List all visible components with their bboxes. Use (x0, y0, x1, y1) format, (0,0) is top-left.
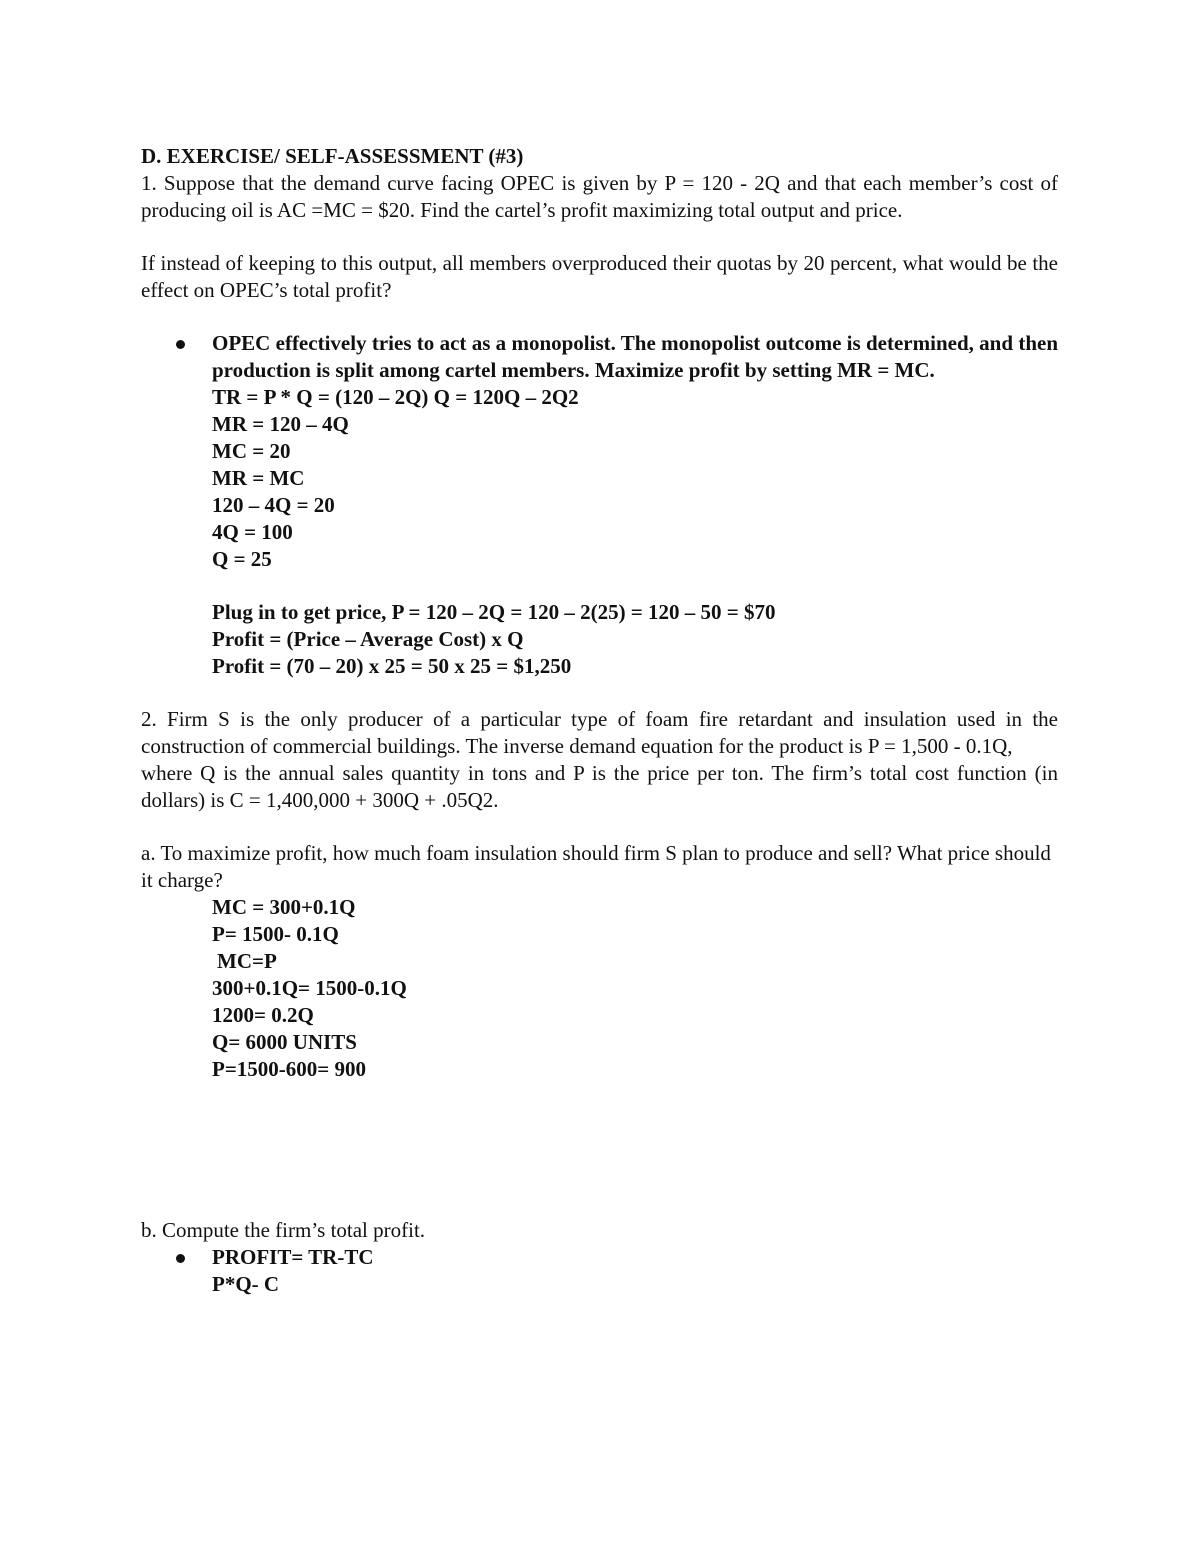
question-2b-text: b. Compute the firm’s total profit. (141, 1218, 426, 1242)
answer-2b-block (141, 1244, 1058, 1298)
question-2-text: 2. Firm S is the only producer of a particular type of foam fire retardant and insulation used in the construction of commercial buildings. The inverse demand equation for the product is P = 1,500 - 0.1Q, (141, 707, 1058, 758)
bullet-icon (176, 1254, 185, 1263)
answer-2a-block (141, 894, 1058, 1083)
bullet-icon (176, 340, 185, 349)
equation-line: MC = 300+0.1Q (212, 895, 356, 919)
question-2-text-continued: where Q is the annual sales quantity in tons and P is the price per ton. The firm’s total cost function (in dollars) is C = 1,400,000 + 300Q + .05Q2. (141, 761, 1058, 812)
question-1-followup: If instead of keeping to this output, all members overproduced their quotas by 20 percent, what would be the effect on OPEC’s total profit? (141, 251, 1058, 302)
equation-line: P= 1500- 0.1Q (212, 922, 339, 946)
equation-line: P*Q- C (212, 1272, 280, 1296)
answer-1-block (141, 330, 1058, 680)
price-line: Plug in to get price, P = 120 – 2Q = 120 – 2(25) = 120 – 50 = $70 (212, 600, 776, 624)
document-content (141, 143, 1058, 1298)
answer-1-intro: OPEC effectively tries to act as a monopolist. The monopolist outcome is determined, and then production is split among cartel members. Maximize profit by setting MR = MC. (212, 331, 1058, 382)
equation-line: TR = P * Q = (120 – 2Q) Q = 120Q – 2Q2 (212, 385, 579, 409)
equation-line: MC = 20 (212, 439, 291, 463)
equation-line: Q= 6000 UNITS (212, 1030, 357, 1054)
question-2a-text: a. To maximize profit, how much foam insulation should firm S plan to produce and sell? What price should it charge? (141, 841, 1051, 892)
equation-line: MC=P (217, 949, 277, 973)
profit-result-line: Profit = (70 – 20) x 25 = 50 x 25 = $1,250 (212, 654, 572, 678)
profit-formula-line: Profit = (Price – Average Cost) x Q (212, 627, 524, 651)
equation-line: MR = MC (212, 466, 305, 490)
equation-line: 4Q = 100 (212, 520, 293, 544)
section-heading: D. EXERCISE/ SELF-ASSESSMENT (#3) (141, 144, 524, 168)
question-1-text: 1. Suppose that the demand curve facing OPEC is given by P = 120 - 2Q and that each member’s cost of producing oil is AC =MC = $20. Find the cartel’s profit maximizing total output and price. (141, 171, 1058, 222)
equation-line: Q = 25 (212, 547, 272, 571)
equation-line: 120 – 4Q = 20 (212, 493, 335, 517)
equation-line: MR = 120 – 4Q (212, 412, 349, 436)
equation-line: 1200= 0.2Q (212, 1003, 314, 1027)
equation-line: P=1500-600= 900 (212, 1057, 367, 1081)
equation-line: 300+0.1Q= 1500-0.1Q (212, 976, 407, 1000)
equation-line: PROFIT= TR-TC (212, 1245, 374, 1269)
